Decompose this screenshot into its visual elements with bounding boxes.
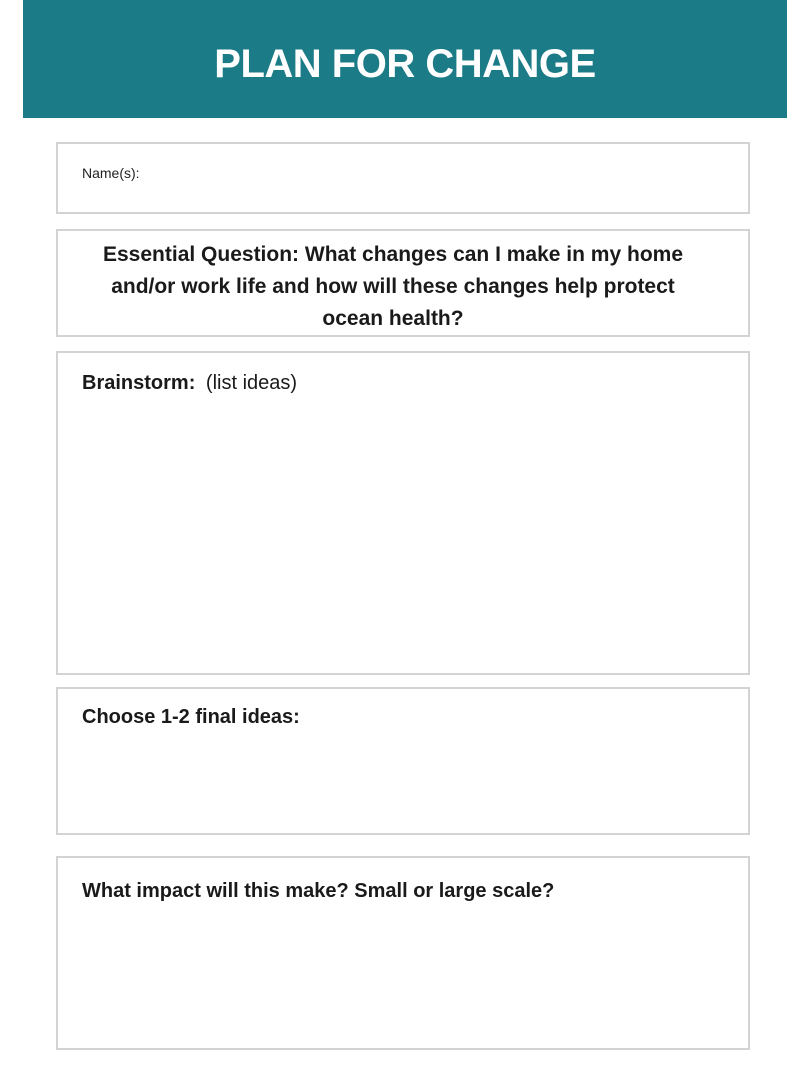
brainstorm-heading: Brainstorm: <box>82 372 196 394</box>
name-field-box[interactable] <box>56 142 750 214</box>
essential-question-text: Essential Question: What changes can I make in my home and/or work life and how will these changes help protect ocean health? <box>103 243 683 330</box>
choose-ideas-box[interactable] <box>56 687 750 835</box>
brainstorm-box[interactable] <box>56 351 750 675</box>
brainstorm-heading-row <box>82 372 297 395</box>
impact-heading: What impact will this make? Small or large scale? <box>82 880 555 902</box>
name-field-label: Name(s): <box>82 165 140 181</box>
brainstorm-note: (list ideas) <box>205 372 298 394</box>
impact-box[interactable] <box>56 856 750 1050</box>
essential-question-box <box>56 229 750 337</box>
page-title: PLAN FOR CHANGE <box>214 41 596 86</box>
page-header <box>23 0 787 118</box>
choose-ideas-heading: Choose 1-2 final ideas: <box>82 706 300 728</box>
